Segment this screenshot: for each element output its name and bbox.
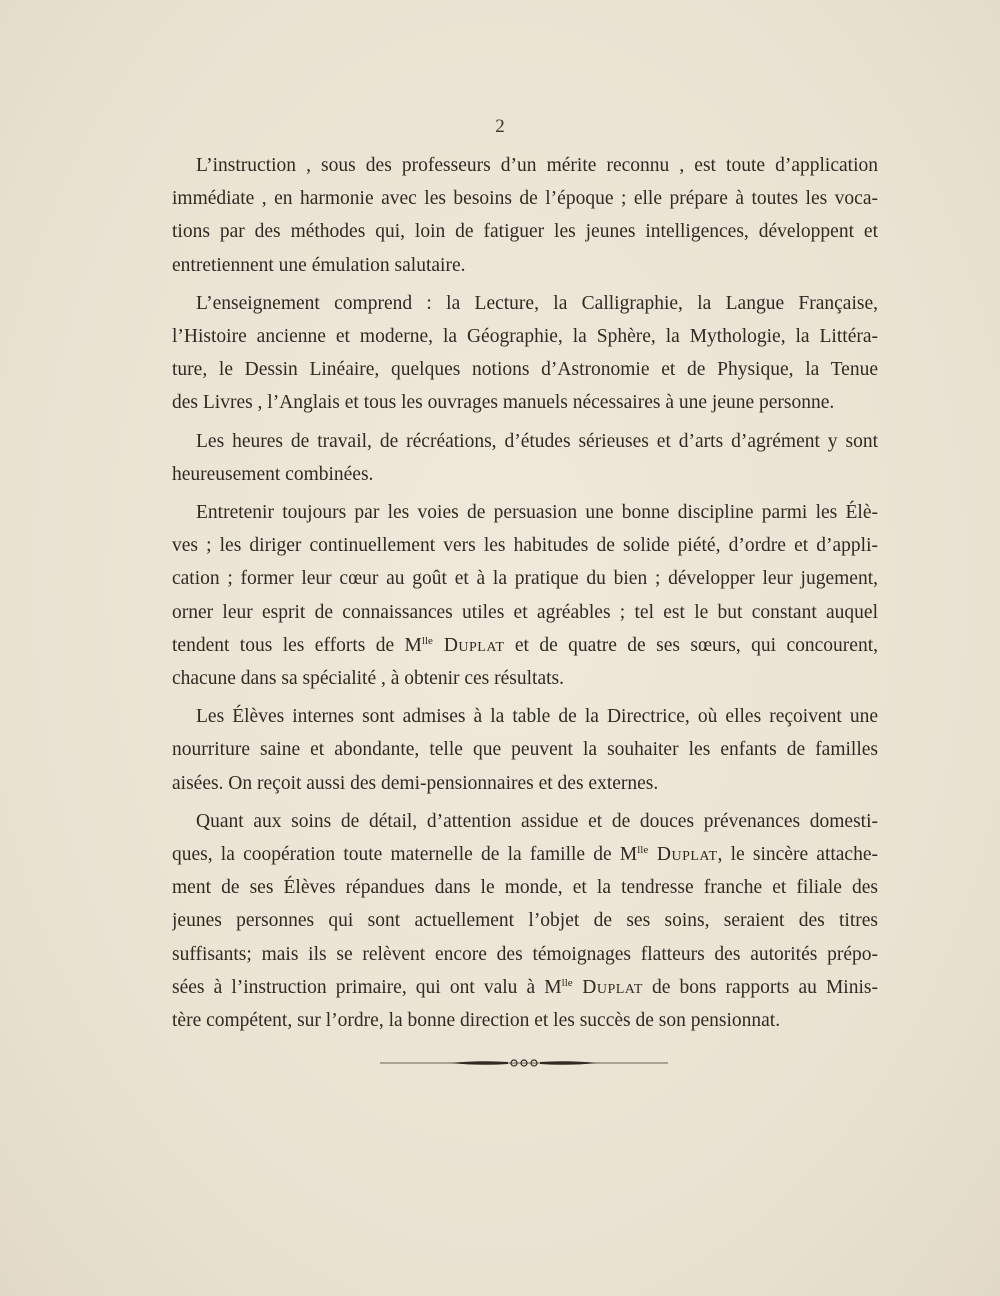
line-text: tendent tous les efforts de M xyxy=(172,634,422,656)
text-line xyxy=(172,971,878,1004)
text-line: tions par des méthodes qui, loin de fatiguer les jeunes intelligences, développent et xyxy=(172,221,878,243)
honorific-superscript: lle xyxy=(561,976,573,989)
line-text: de bons rapports au Minis- xyxy=(642,976,878,998)
text-line: entretiennent une émulation salutaire. xyxy=(172,254,466,276)
text-line: ture, le Dessin Linéaire, quelques notions d’Astronomie et de Physique, la Tenue xyxy=(172,359,878,381)
text-line xyxy=(172,838,878,871)
text-line: L’enseignement comprend : la Lecture, la Calligraphie, la Langue Française, xyxy=(196,292,878,314)
text-line: Les heures de travail, de récréations, d’études sérieuses et d’arts d’agrément y sont xyxy=(196,430,878,452)
text-line: jeunes personnes qui sont actuellement l’objet de ses soins, seraient des titres xyxy=(172,910,878,932)
line-text: et de quatre de ses sœurs, qui concourent, xyxy=(504,634,878,656)
line-text: , le sincère attache- xyxy=(717,844,878,866)
text-line: tère compétent, sur l’ordre, la bonne direction et les succès de son pensionnat. xyxy=(172,1010,781,1032)
text-line: Les Élèves internes sont admises à la table de la Directrice, où elles reçoivent une xyxy=(196,706,878,728)
text-line: ment de ses Élèves répandues dans le monde, et la tendresse franche et filiale des xyxy=(172,877,878,899)
paragraph xyxy=(172,425,878,491)
decorative-rule xyxy=(380,1056,668,1070)
text-line: Quant aux soins de détail, d’attention assidue et de douces prévenances domesti- xyxy=(196,810,878,832)
page-number: 2 xyxy=(495,116,505,137)
text-line: suffisants; mais ils se relèvent encore des témoignages flatteurs des autorités prépo- xyxy=(172,943,878,965)
paragraph xyxy=(172,149,878,282)
line-text: sées à l’instruction primaire, qui ont valu à M xyxy=(172,976,562,998)
honorific-superscript: lle xyxy=(421,634,433,647)
surname: Duplat xyxy=(572,976,643,998)
surname: Duplat xyxy=(432,634,505,656)
text-line: nourriture saine et abondante, telle que peuvent la souhaiter les enfants de familles xyxy=(172,739,878,761)
honorific-superscript: lle xyxy=(637,844,649,857)
text-line: ves ; les diriger continuellement vers les habitudes de solide piété, d’ordre et d’appli- xyxy=(172,535,878,557)
text-line: orner leur esprit de connaissances utiles et agréables ; tel est le but constant auquel xyxy=(172,601,878,623)
text-line xyxy=(172,629,878,662)
text-line: aisées. On reçoit aussi des demi-pensionnaires et des externes. xyxy=(172,772,659,794)
body-text xyxy=(172,149,878,1042)
text-line: cation ; former leur cœur au goût et à la pratique du bien ; développer leur jugement, xyxy=(172,568,878,590)
text-line: heureusement combinées. xyxy=(172,463,374,485)
text-line: l’Histoire ancienne et moderne, la Géographie, la Sphère, la Mythologie, la Littéra- xyxy=(172,326,878,348)
text-line: Entretenir toujours par les voies de persuasion une bonne discipline parmi les Élè- xyxy=(196,502,878,524)
paragraph xyxy=(172,805,878,1037)
paragraph xyxy=(172,700,878,800)
text-line: immédiate , en harmonie avec les besoins de l’époque ; elle prépare à toutes les voca- xyxy=(172,188,878,210)
text-line: L’instruction , sous des professeurs d’un mérite reconnu , est toute d’application xyxy=(196,155,878,176)
line-text: ques, la coopération toute maternelle de la famille de M xyxy=(172,844,638,866)
text-line: chacune dans sa spécialité , à obtenir ces résultats. xyxy=(172,668,565,690)
paragraph xyxy=(172,287,878,420)
surname: Duplat xyxy=(648,844,718,866)
paragraph xyxy=(172,496,878,695)
text-line: des Livres , l’Anglais et tous les ouvrages manuels nécessaires à une jeune personne. xyxy=(172,392,835,414)
